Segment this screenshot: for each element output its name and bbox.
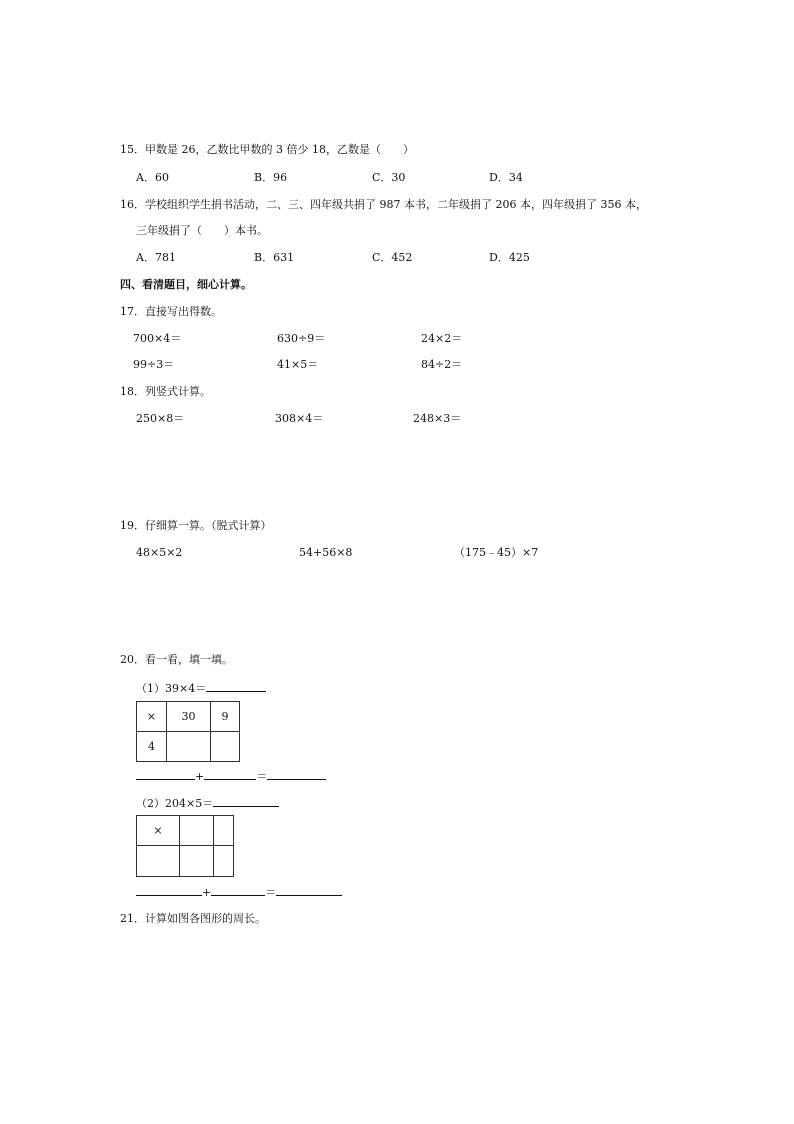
q16-option-d: D．425 (489, 251, 530, 264)
q21-stem: 21．计算如图各图形的周长。 (120, 912, 266, 925)
table-cell: 4 (137, 732, 167, 762)
q16-option-c: C．452 (372, 251, 413, 264)
answer-blank[interactable] (213, 795, 279, 807)
q15-option-d: D．34 (489, 171, 523, 184)
q17-item: 700×4＝ (133, 332, 182, 345)
q20-part1-equation (136, 680, 266, 696)
table-cell: 9 (211, 702, 240, 732)
q16-option-a: A．781 (136, 251, 176, 264)
q20-part1-sum (136, 768, 326, 784)
q17-stem: 17．直接写出得数。 (120, 305, 222, 318)
answer-blank[interactable] (136, 768, 195, 780)
q15-stem: 15．甲数是 26，乙数比甲数的 3 倍少 18，乙数是（ ） (120, 143, 414, 156)
table-cell: × (137, 816, 180, 846)
q17-item: 99÷3＝ (133, 358, 175, 371)
equals-sign: ＝ (265, 886, 277, 899)
plus-sign: + (195, 770, 205, 783)
table-cell[interactable] (180, 816, 214, 846)
table-cell[interactable] (214, 816, 234, 846)
q19-item: （175﹣45）×7 (454, 546, 539, 559)
q15-option-b: B．96 (254, 171, 288, 184)
q16-option-b: B．631 (254, 251, 295, 264)
answer-blank[interactable] (211, 884, 265, 896)
q20-part2-label: （2）204×5＝ (136, 797, 214, 810)
q20-part2-equation (136, 795, 279, 811)
q17-item: 24×2＝ (421, 332, 463, 345)
section-title: 四、看清题目，细心计算。 (120, 278, 252, 291)
q18-item: 248×3＝ (413, 412, 462, 425)
table-cell[interactable] (214, 846, 234, 877)
table-cell: × (137, 702, 167, 732)
q18-stem: 18．列竖式计算。 (120, 385, 211, 398)
q16-stem-line2: 三年级捐了（ ）本书。 (136, 224, 268, 237)
q20-part1-table (136, 701, 240, 762)
q15-option-a: A．60 (136, 171, 169, 184)
q17-item: 84÷2＝ (421, 358, 463, 371)
q15-option-c: C．30 (372, 171, 406, 184)
table-cell[interactable] (137, 846, 180, 877)
answer-blank[interactable] (206, 680, 266, 692)
q20-part2-table (136, 815, 234, 877)
q20-stem: 20．看一看，填一填。 (120, 653, 233, 666)
q20-part1-label: （1）39×4＝ (136, 682, 207, 695)
q16-stem-line1: 16．学校组织学生捐书活动，二、三、四年级共捐了 987 本书，二年级捐了 206 本，四年级捐了 356 本， (120, 198, 647, 211)
table-cell[interactable] (211, 732, 240, 762)
equals-sign: ＝ (256, 770, 268, 783)
q17-item: 630÷9＝ (277, 332, 326, 345)
table-cell: 30 (167, 702, 211, 732)
plus-sign: + (202, 886, 212, 899)
answer-blank[interactable] (267, 768, 326, 780)
table-cell[interactable] (167, 732, 211, 762)
q19-stem: 19．仔细算一算。（脱式计算） (120, 519, 272, 532)
q20-part2-sum (136, 884, 342, 900)
answer-blank[interactable] (136, 884, 202, 896)
table-cell[interactable] (180, 846, 214, 877)
q17-item: 41×5＝ (277, 358, 319, 371)
answer-blank[interactable] (276, 884, 342, 896)
q19-item: 54+56×8 (299, 546, 353, 559)
q19-item: 48×5×2 (136, 546, 183, 559)
q18-item: 308×4＝ (275, 412, 324, 425)
answer-blank[interactable] (204, 768, 256, 780)
q18-item: 250×8＝ (136, 412, 185, 425)
